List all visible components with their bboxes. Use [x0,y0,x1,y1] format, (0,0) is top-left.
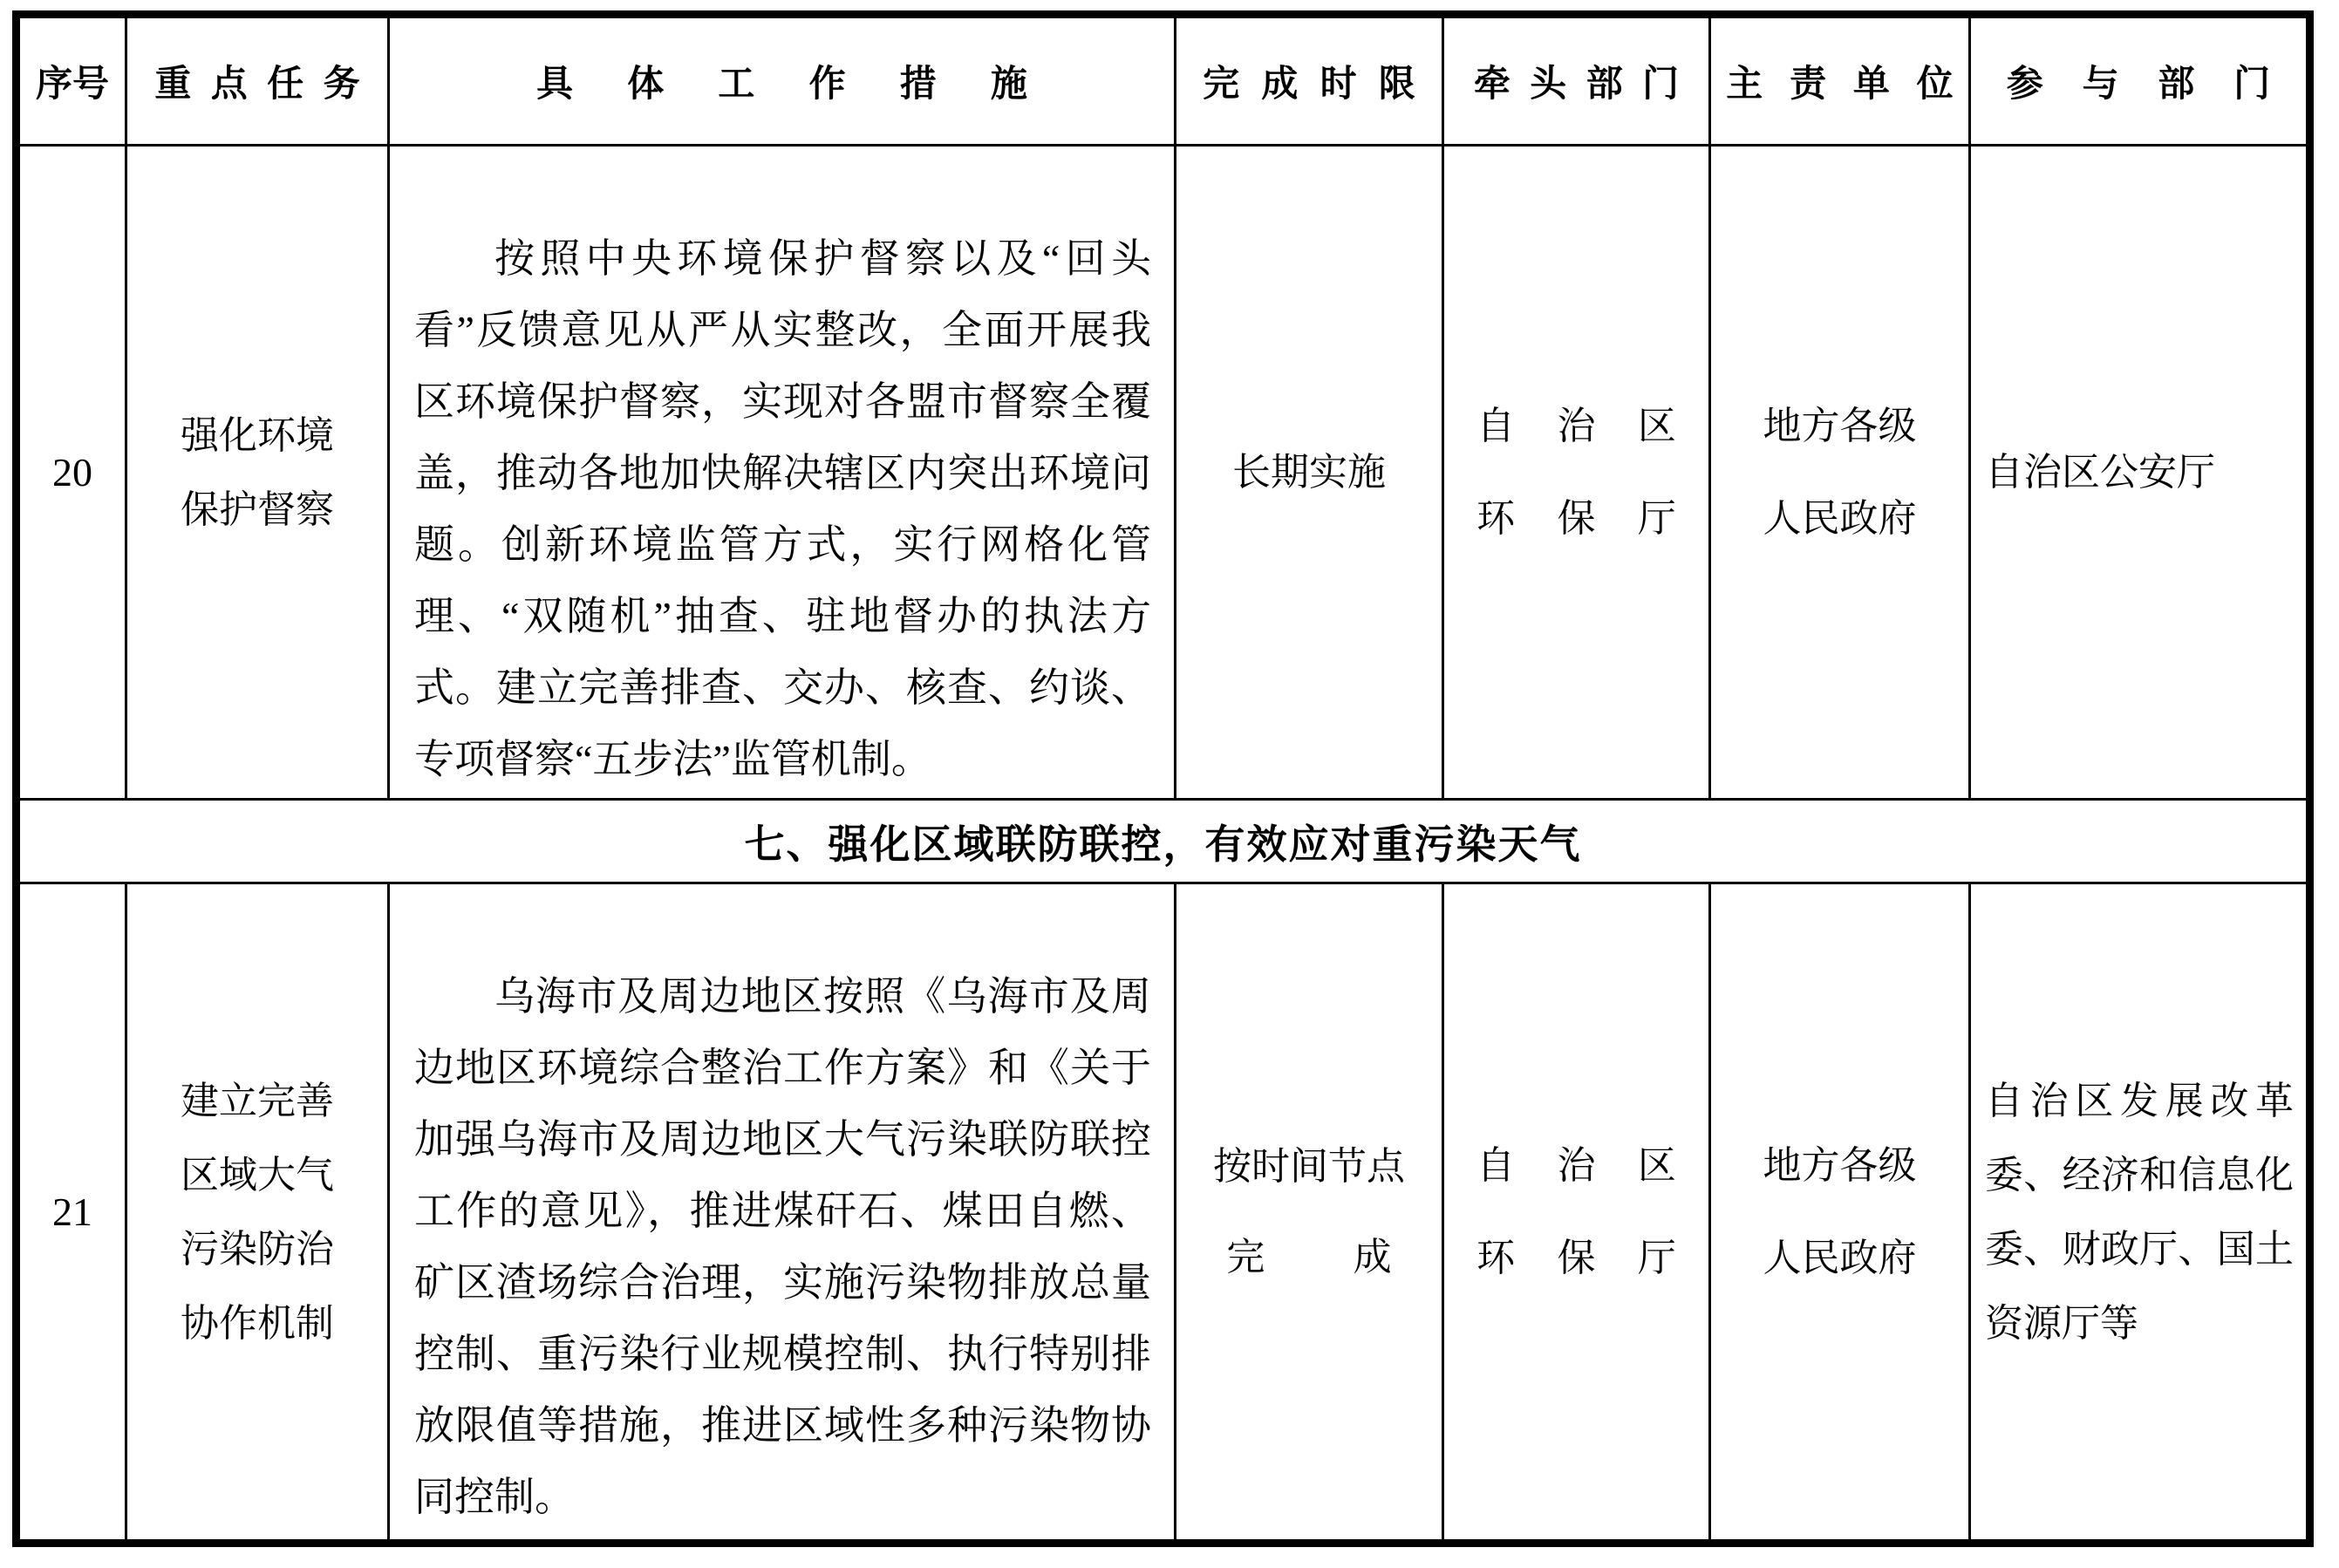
row21-index-cell [17,883,126,1544]
row20-measures-text: 按照中央环境保护督察以及“回头看”反馈意见从严从实整改，全面开展我区环境保护督察，实现对各盟市督察全覆盖，推动各地加快解决辖区内突出环境问题。创新环境监管方式，实行网格化管理、“双随机”抽查、驻地督办的执法方式。建立完善排查、交办、核查、约谈、专项督察“五步法”监管机制。 [414,236,1151,781]
row21-lead-cell [1443,883,1710,1544]
row20-participants-cell [1970,146,2310,800]
section-divider-row [17,800,2310,883]
row21-task-line: 污染防治 [181,1227,334,1271]
row20-lead-cell [1443,146,1710,800]
header-label-participants: 参与部门 [2006,63,2271,104]
row20-lead-line: 自治区 [1476,404,1676,447]
header-cell-index [17,15,126,146]
header-row [17,15,2310,146]
header-label-deadline: 完成时限 [1203,63,1415,104]
row21-task-line: 建立完善 [181,1079,334,1122]
header-label-responsible: 主责单位 [1726,63,1954,104]
row21-deadline-line: 按时间节点 [1213,1144,1405,1188]
row20-index-cell [17,146,126,800]
row21-deadline-line: 完成 [1226,1235,1392,1278]
row20-lead-line: 环保厅 [1476,496,1676,540]
row21-responsible-line: 人民政府 [1763,1236,1917,1279]
header-cell-responsible [1710,15,1970,146]
task-table [12,10,2314,1547]
row21-index: 21 [52,1190,92,1234]
header-cell-participants [1970,15,2310,146]
header-label-task: 重点任务 [154,63,360,104]
header-cell-measures [389,15,1176,146]
row21-task-line: 协作机制 [181,1301,334,1345]
row20-index: 20 [52,450,92,494]
table-row-20 [17,146,2310,800]
row21-measures-text: 乌海市及周边地区按照《乌海市及周边地区环境综合整治工作方案》和《关于加强乌海市及周边地区大气污染联防联控工作的意见》，推进煤矸石、煤田自燃、矿区渣场综合治理，实施污染物排放总量控制、重污染行业规模控制、执行特别排放限值等措施，推进区域性多种污染物协同控制。 [414,974,1151,1519]
row20-deadline-cell [1176,146,1443,800]
row20-responsible-cell [1710,146,1970,800]
row20-deadline-text: 长期实施 [1232,450,1386,494]
header-label-measures: 具体工作措施 [536,63,1027,104]
row21-task-line: 区域大气 [181,1153,334,1196]
row21-measures-cell [389,883,1176,1544]
header-label-lead: 牵头部门 [1473,63,1680,104]
row21-responsible-line: 地方各级 [1763,1143,1917,1187]
section-divider-title: 七、强化区域联防联控，有效应对重污染天气 [17,800,2310,883]
header-label-index: 序号 [35,63,109,104]
row20-responsible-line: 人民政府 [1763,496,1917,540]
row20-task-cell [126,146,389,800]
row21-participants-cell [1970,883,2310,1544]
row20-task-line: 保护督察 [181,487,334,531]
table-row-21 [17,883,2310,1544]
row20-measures-cell [389,146,1176,800]
header-cell-lead [1443,15,1710,146]
row21-deadline-cell [1176,883,1443,1544]
row21-lead-line: 环保厅 [1476,1236,1676,1279]
row20-participants-text: 自治区公安厅 [1985,450,2215,494]
row21-lead-line: 自治区 [1476,1143,1676,1187]
header-cell-deadline [1176,15,1443,146]
row21-responsible-cell [1710,883,1970,1544]
row20-task-line: 强化环境 [181,413,334,457]
row20-responsible-line: 地方各级 [1763,404,1917,447]
row21-task-cell [126,883,389,1544]
header-cell-task [126,15,389,146]
row21-participants-text: 自治区发展改革委、经济和信息化委、财政厅、国土资源厅等 [1985,1079,2294,1345]
